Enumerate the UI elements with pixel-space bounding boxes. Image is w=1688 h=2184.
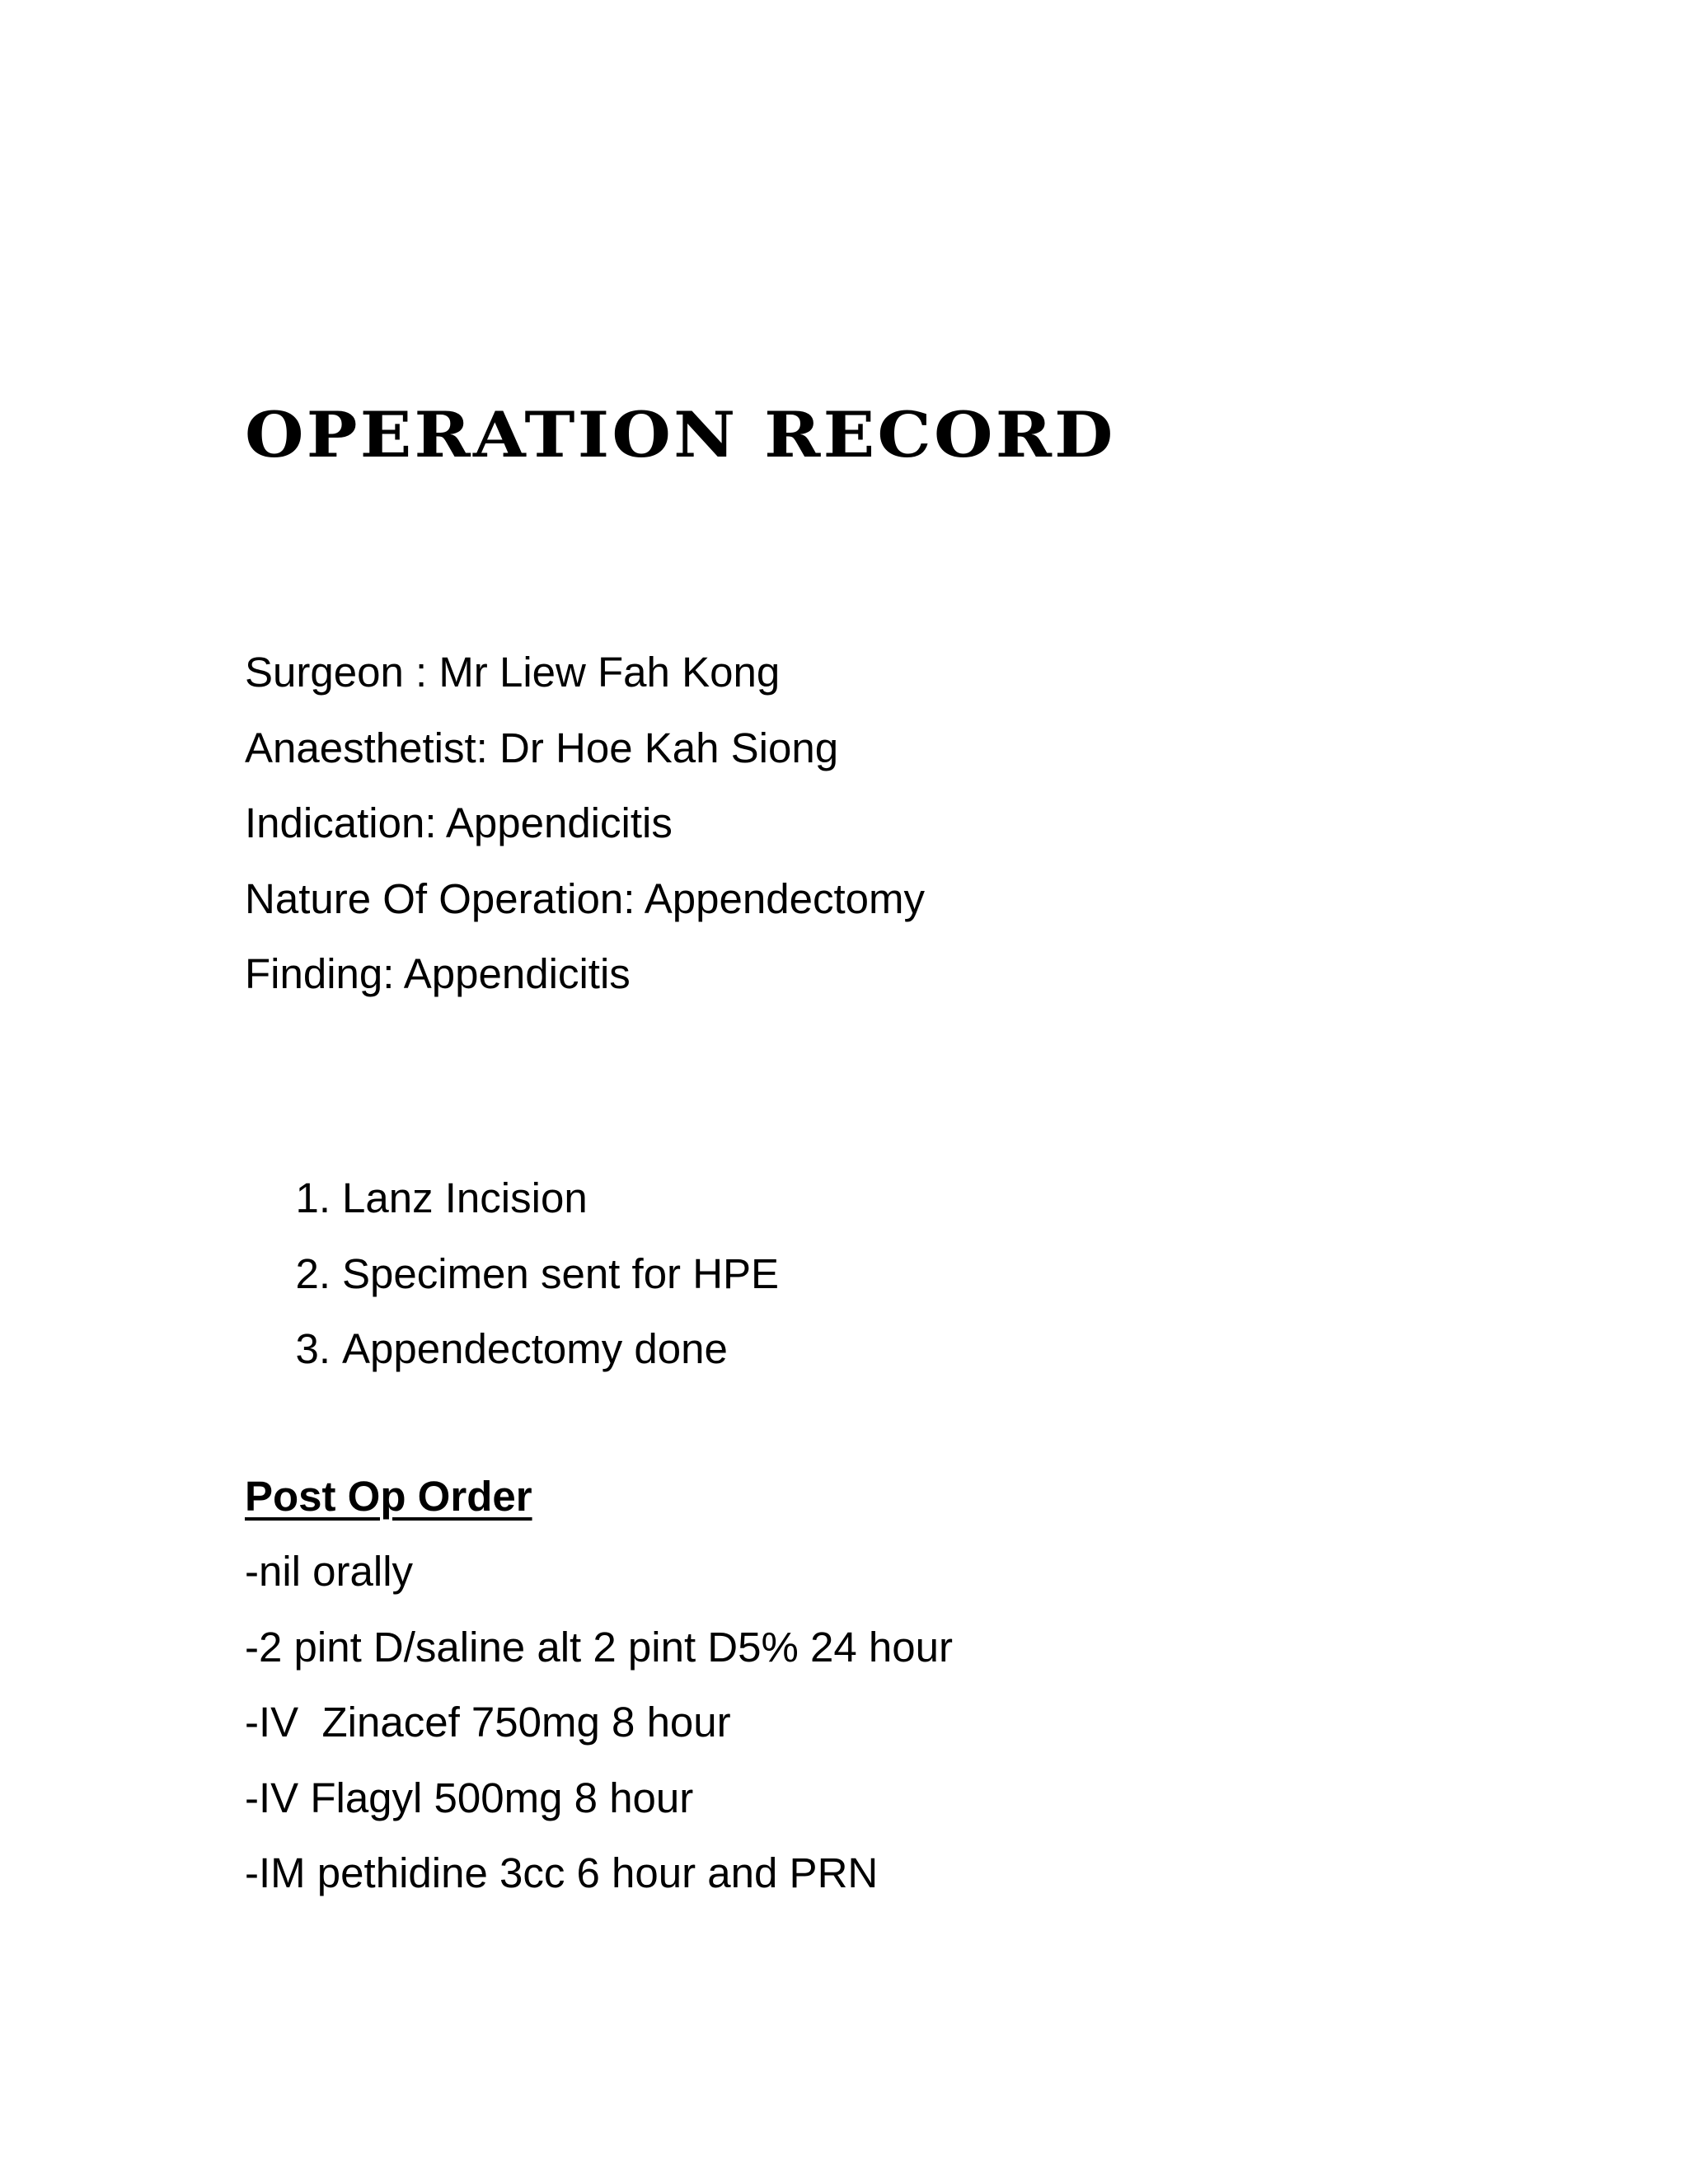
step-text: Lanz Incision: [342, 1174, 588, 1221]
step-text: Appendectomy done: [342, 1325, 728, 1372]
procedure-step: [245, 1311, 779, 1387]
anaesthetist-field: Anaesthetist: Dr Hoe Kah Siong: [245, 724, 839, 771]
finding-field: Finding: Appendicitis: [245, 950, 631, 997]
step-number: 2.: [295, 1249, 331, 1297]
post-op-order-item: -2 pint D/saline alt 2 pint D5% 24 hour: [245, 1623, 953, 1671]
nature-of-operation-field: Nature Of Operation: Appendectomy: [245, 874, 925, 922]
document-title: OPERATION RECORD: [245, 398, 1116, 471]
step-number: 3.: [295, 1325, 331, 1372]
step-text: Specimen sent for HPE: [342, 1249, 780, 1297]
post-op-order-item: -IM pethidine 3cc 6 hour and PRN: [245, 1849, 879, 1896]
operation-details: [245, 635, 925, 1012]
procedure-step: [245, 1160, 779, 1236]
procedure-steps-list: [245, 1160, 779, 1387]
step-number: 1.: [295, 1174, 331, 1221]
post-op-orders-list: [245, 1534, 953, 1911]
post-op-order-item: -nil orally: [245, 1548, 414, 1595]
post-op-order-heading: Post Op Order: [245, 1473, 532, 1520]
post-op-order-item: -IV Zinacef 750mg 8 hour: [245, 1699, 731, 1746]
indication-field: Indication: Appendicitis: [245, 799, 673, 846]
post-op-order-item: -IV Flagyl 500mg 8 hour: [245, 1774, 694, 1821]
procedure-step: [245, 1236, 779, 1312]
surgeon-field: Surgeon : Mr Liew Fah Kong: [245, 649, 781, 696]
